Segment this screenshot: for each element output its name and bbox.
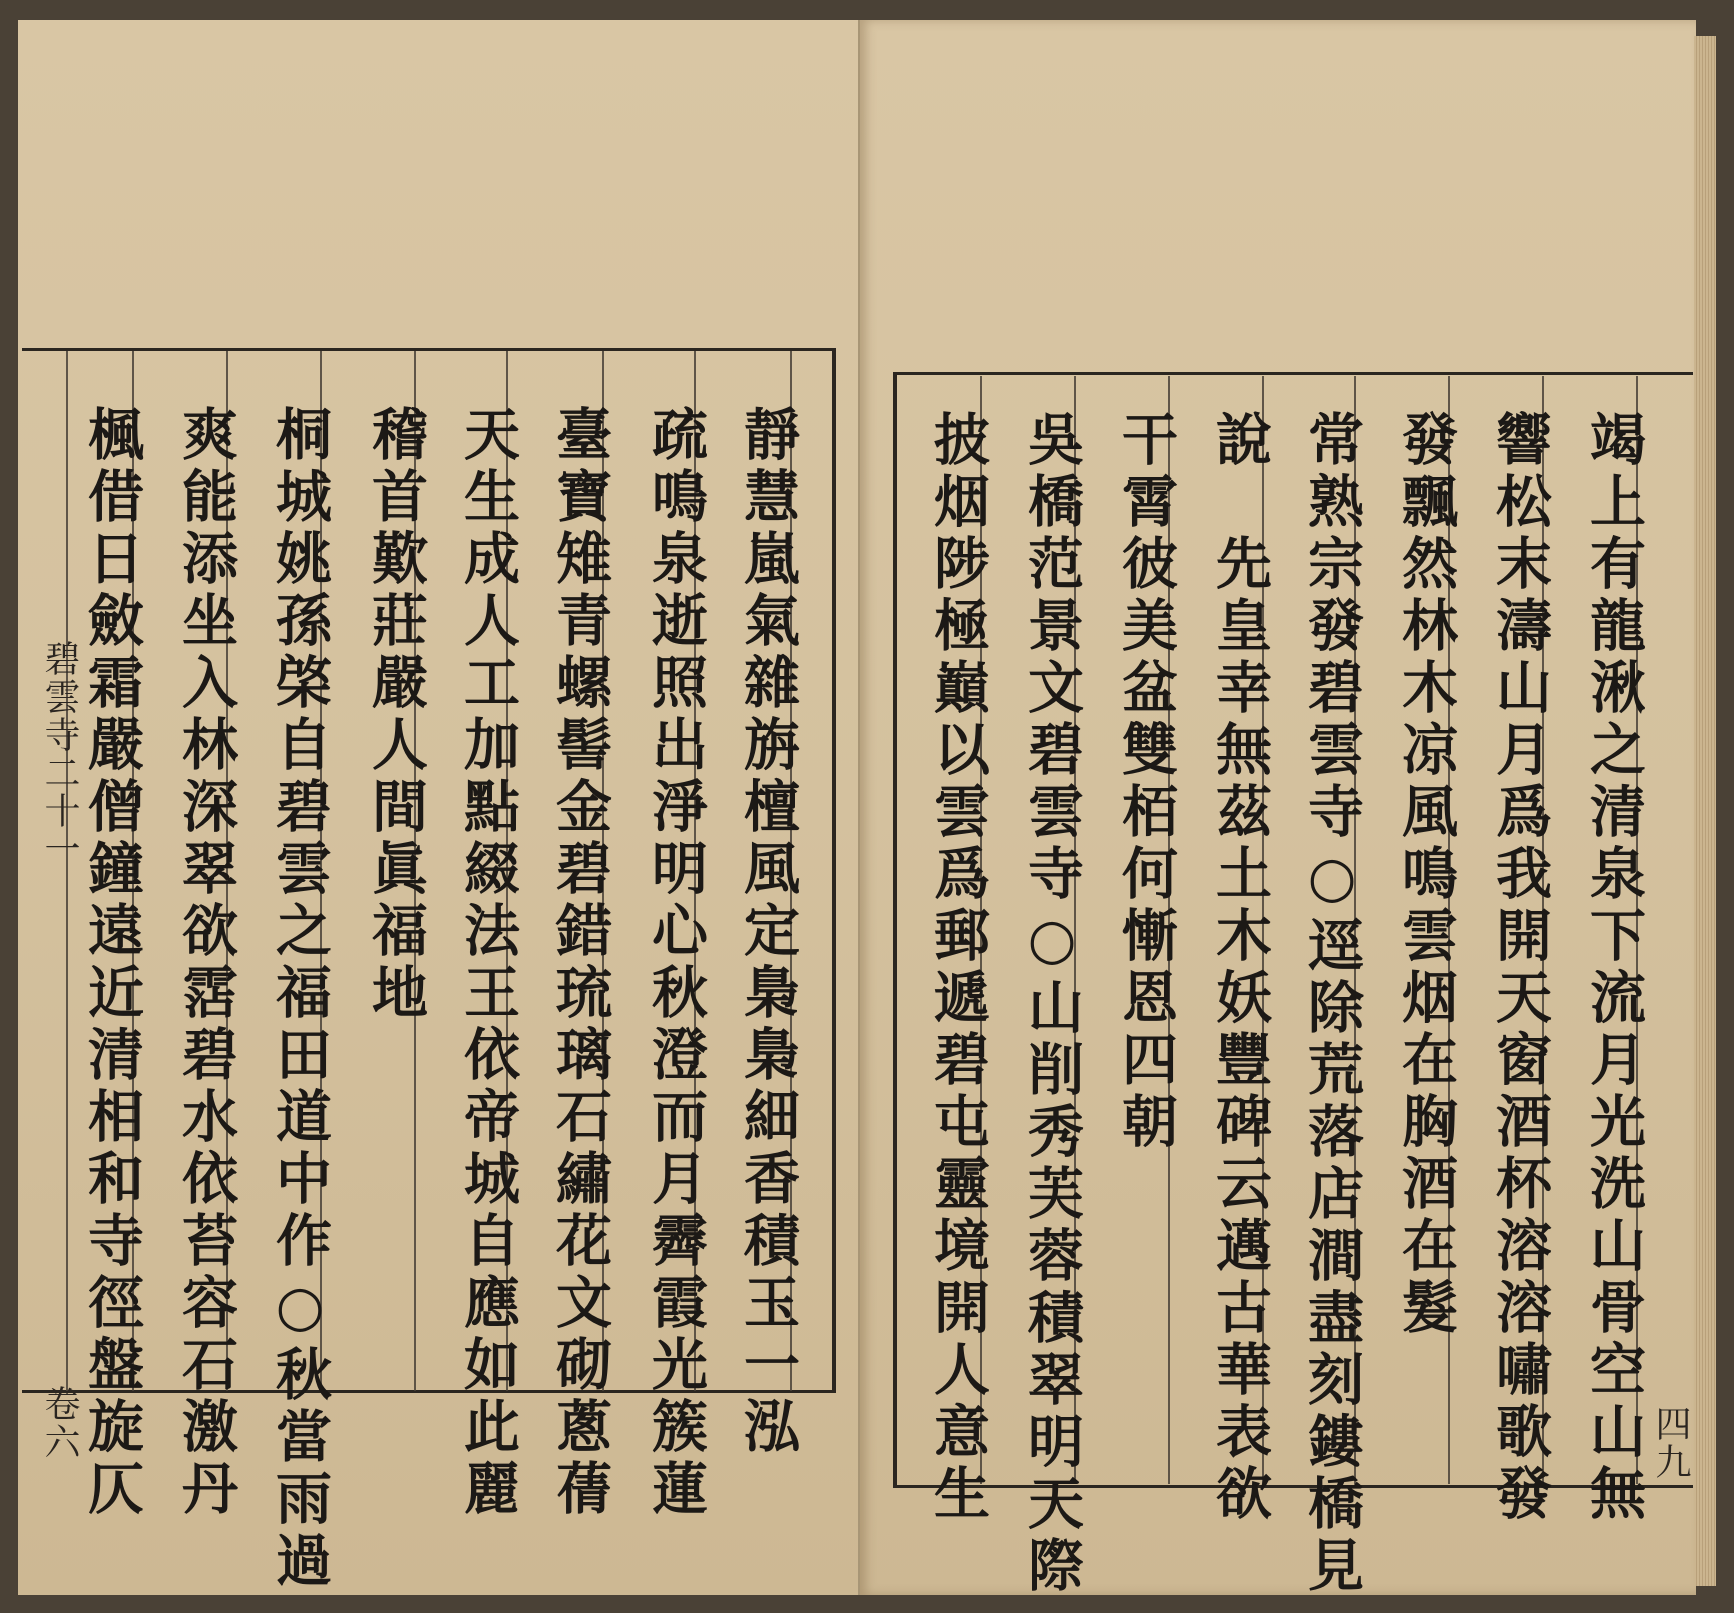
left-text-column: 爽能添坐入林深翠欲霑碧水依苔容石激丹 — [173, 405, 239, 1521]
right-text-column: 發飄然林木凉風鳴雲烟在胸酒在髮 — [1393, 410, 1459, 1340]
right-outer-rule — [893, 372, 897, 1488]
page-edges — [1694, 36, 1716, 1586]
right-text-column: 說 先皇幸無茲土木妖豐碑云邁古華表欲 — [1207, 410, 1273, 1526]
right-text-column: 披烟陟極巔以雲爲郵遞碧屯靈境開人意生 — [925, 410, 991, 1526]
right-text-column: 常熟宗發碧雲寺○逕除荒落店澗盡刻鏤橋見 — [1299, 410, 1365, 1598]
right-top-rule — [893, 372, 1693, 375]
left-outer-rule — [832, 348, 836, 1393]
right-text-column: 干霄彼美盆雙栢何慚恩四朝 — [1113, 410, 1179, 1154]
right-text-column: 竭上有龍湫之清泉下流月光洗山骨空山無 — [1581, 410, 1647, 1526]
left-juan-label: 卷六 — [39, 1385, 80, 1461]
left-text-column: 桐城姚孫棨自碧雲之福田道中作○秋當雨過 — [267, 405, 333, 1593]
left-text-column: 疏鳴泉逝照出淨明心秋澄而月霽霞光簇蓮 — [643, 405, 709, 1521]
left-text-column: 靜慧嵐氣雜旃檀風定梟梟細香積玉一泓 — [735, 405, 801, 1459]
right-text-column: 響松末濤山月爲我開天窗酒杯溶溶嘯歌發 — [1487, 410, 1553, 1526]
left-text-column: 天生成人工加點綴法王依帝城自應如此麗 — [455, 405, 521, 1521]
right-text-column: 吳橋范景文碧雲寺○山削秀芙蓉積翠明天際 — [1019, 410, 1085, 1598]
right-page-number: 四九 — [1650, 1405, 1691, 1481]
right-bottom-rule — [893, 1485, 1693, 1488]
left-column-divider — [66, 351, 68, 1391]
left-top-rule — [22, 348, 834, 351]
left-margin-title: 碧雲寺二十一 — [39, 640, 80, 868]
left-text-column: 臺寶雉青螺髻金碧錯琉璃石繡花文砌蔥蒨 — [547, 405, 613, 1521]
left-text-column: 稽首歎莊嚴人間眞福地 — [363, 405, 429, 1025]
left-text-column: 楓借日斂霜嚴僧鐘遠近清相和寺徑盤旋仄 — [79, 405, 145, 1521]
